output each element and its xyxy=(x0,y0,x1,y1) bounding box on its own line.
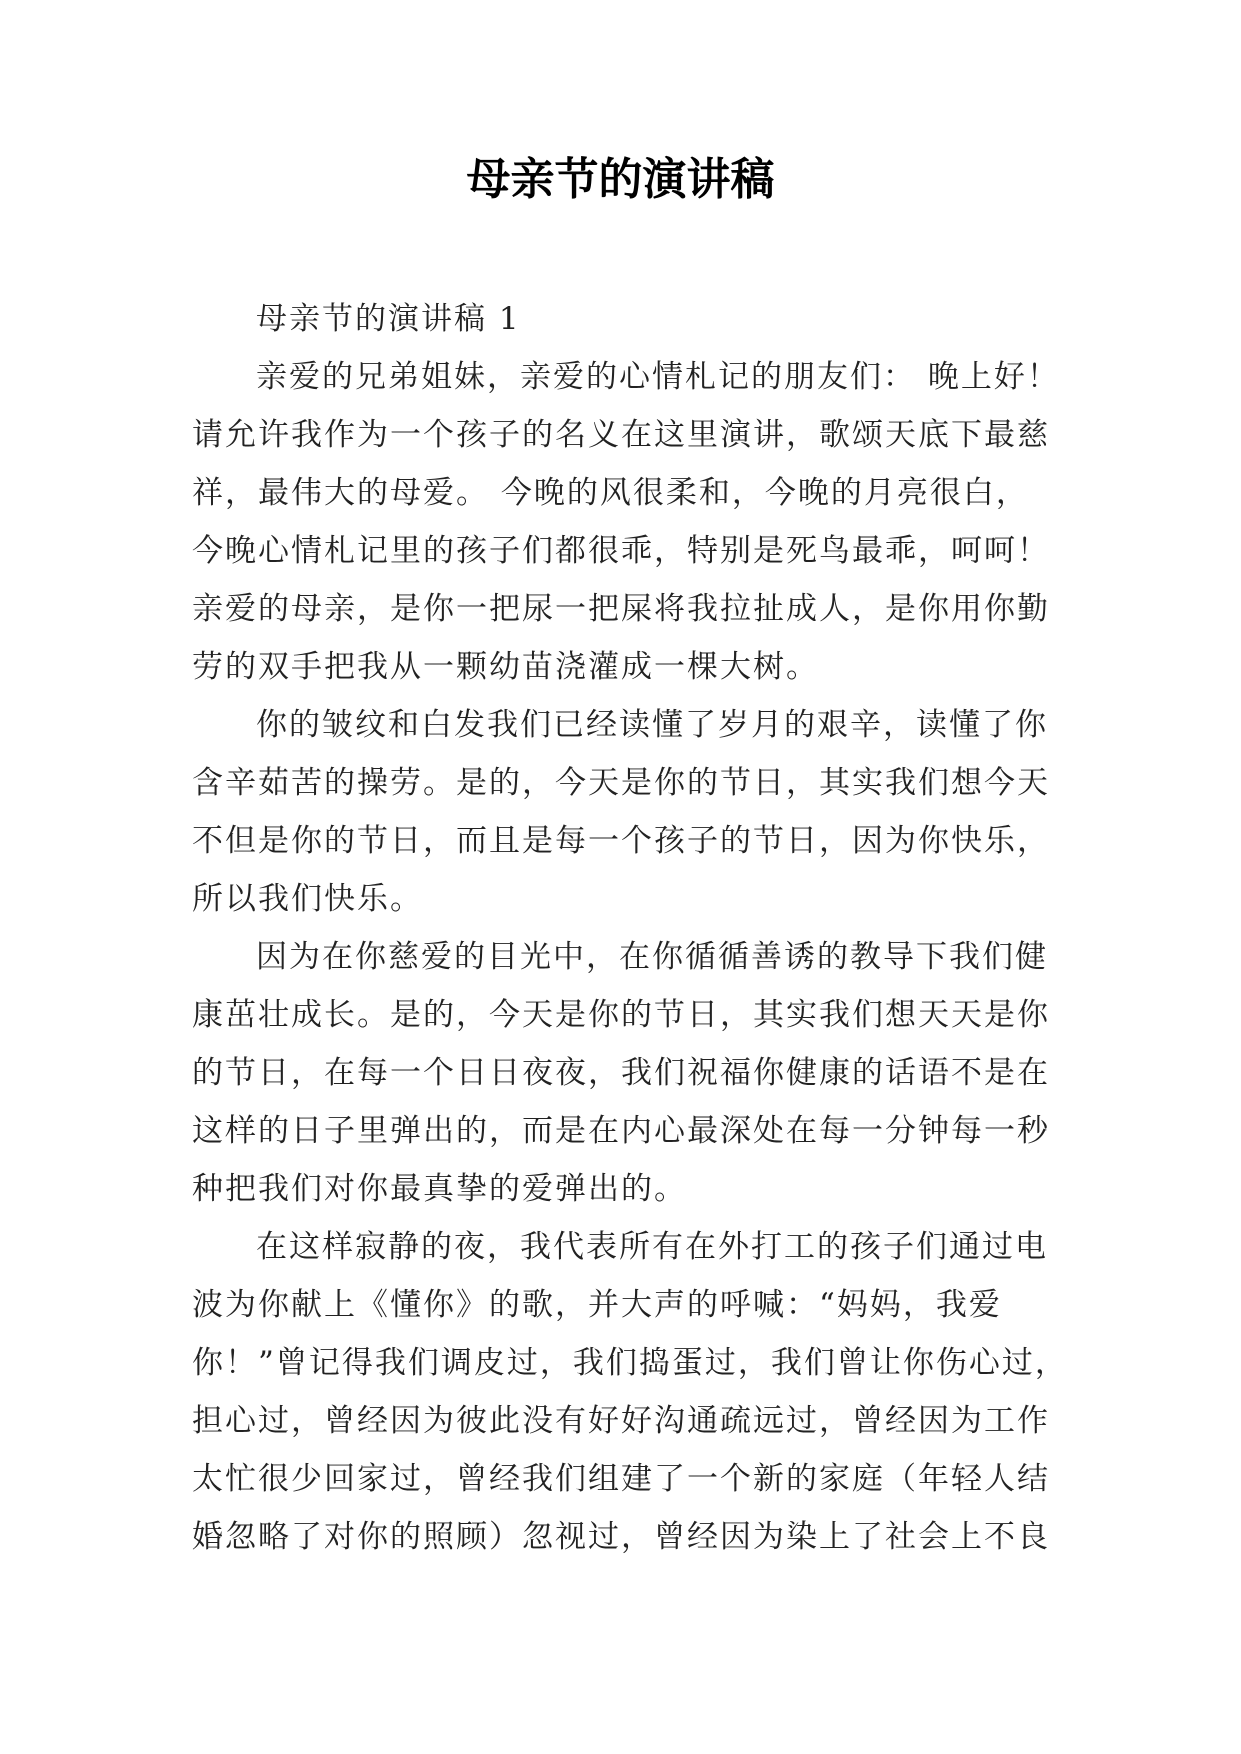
paragraph-line: 因为在你慈爱的目光中，在你循循善诱的教导下我们健 xyxy=(256,939,1048,975)
paragraph-line: 祥，最伟大的母爱。 今晚的风很柔和，今晚的月亮很白， xyxy=(192,475,1029,511)
paragraph-line: 你的皱纹和白发我们已经读懂了岁月的艰辛，读懂了你 xyxy=(256,707,1048,743)
paragraph-line: 亲爱的母亲，是你一把尿一把屎将我拉扯成人，是你用你勤 xyxy=(192,591,1050,627)
document-title: 母亲节的演讲稿 xyxy=(466,154,775,205)
paragraph-line: 劳的双手把我从一颗幼苗浇灌成一棵大树。 xyxy=(192,649,819,685)
paragraph-line: 亲爱的兄弟姐妹，亲爱的心情札记的朋友们： 晚上好！ xyxy=(256,359,1060,395)
paragraph-line: 婚忽略了对你的照顾）忽视过，曾经因为染上了社会上不良 xyxy=(192,1519,1050,1555)
paragraph-line: 波为你献上《懂你》的歌，并大声的呼喊：“妈妈，我爱 xyxy=(192,1287,1002,1323)
paragraph-line: 不但是你的节日，而且是每一个孩子的节日，因为你快乐， xyxy=(192,823,1050,859)
paragraph-line: 请允许我作为一个孩子的名义在这里演讲，歌颂天底下最慈 xyxy=(192,417,1050,453)
paragraph-line: 康茁壮成长。是的，今天是你的节日，其实我们想天天是你 xyxy=(192,997,1050,1033)
document-body xyxy=(192,290,1068,1566)
paragraph-line: 你！”曾记得我们调皮过，我们捣蛋过，我们曾让你伤心过， xyxy=(192,1345,1068,1381)
section-heading: 母亲节的演讲稿 1 xyxy=(256,301,521,337)
paragraph-line: 担心过，曾经因为彼此没有好好沟通疏远过，曾经因为工作 xyxy=(192,1403,1050,1439)
paragraph-line: 今晚心情札记里的孩子们都很乖，特别是死鸟最乖，呵呵！ xyxy=(192,533,1050,569)
paragraph-line: 含辛茹苦的操劳。是的，今天是你的节日，其实我们想今天 xyxy=(192,765,1050,801)
paragraph-line: 太忙很少回家过，曾经我们组建了一个新的家庭（年轻人结 xyxy=(192,1461,1050,1497)
paragraph-line: 在这样寂静的夜，我代表所有在外打工的孩子们通过电 xyxy=(256,1229,1048,1265)
paragraph-line: 种把我们对你最真挚的爱弹出的。 xyxy=(192,1171,687,1207)
paragraph-line: 这样的日子里弹出的，而是在内心最深处在每一分钟每一秒 xyxy=(192,1113,1050,1149)
paragraph-line: 所以我们快乐。 xyxy=(192,881,423,917)
paragraph-line: 的节日，在每一个日日夜夜，我们祝福你健康的话语不是在 xyxy=(192,1055,1050,1091)
